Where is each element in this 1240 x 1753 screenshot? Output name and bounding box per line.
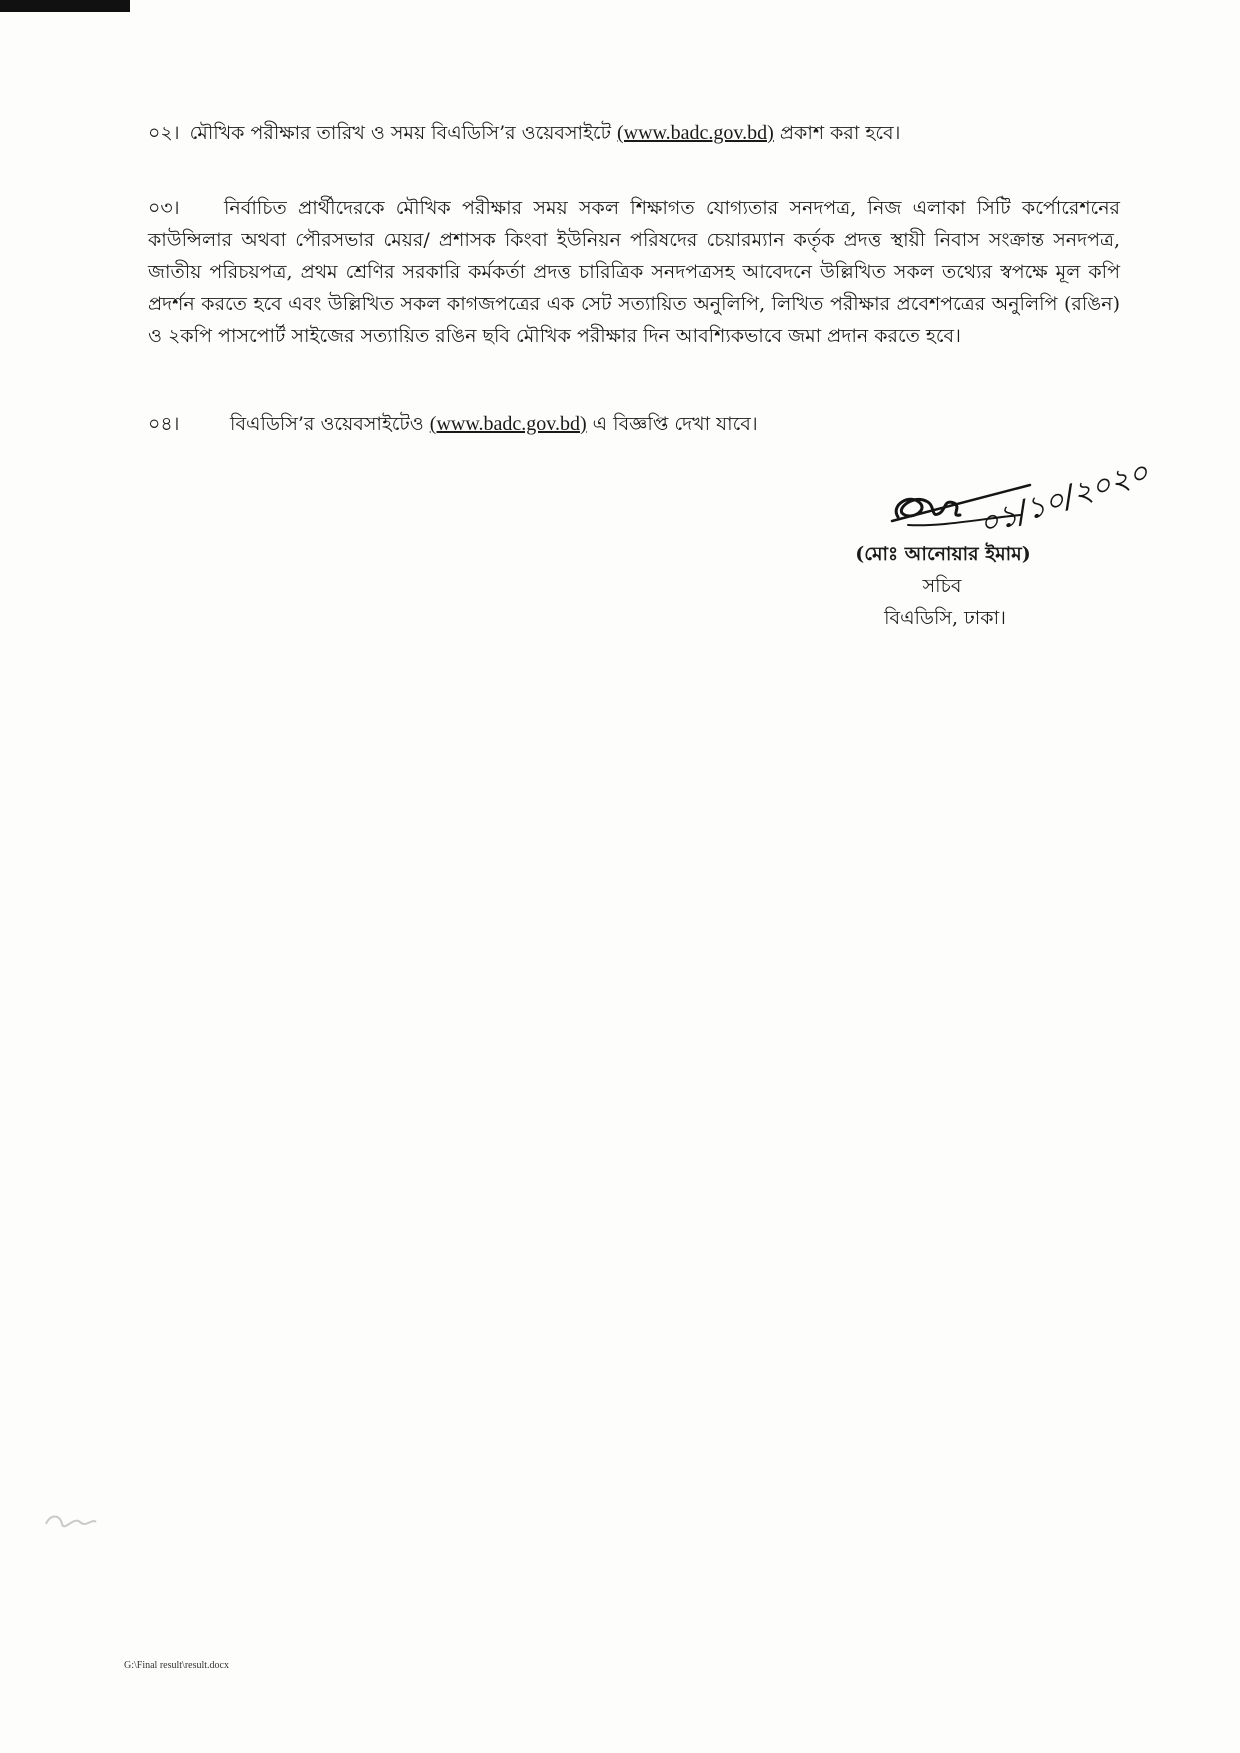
handwritten-date: ০১/১০/২০২০ [974, 454, 1154, 543]
paragraph-text: মৌখিক পরীক্ষার তারিখ ও সময় বিএডিসি’র ওয়েবসাইটে [189, 122, 611, 144]
website-link[interactable]: (www.badc.gov.bd) [429, 413, 587, 435]
paragraph-text: বিএডিসি’র ওয়েবসাইটেও [230, 413, 424, 435]
paragraph-text-end: প্রকাশ করা হবে। [779, 122, 901, 144]
paragraph-03 [148, 192, 1120, 352]
paragraph-02 [148, 117, 1120, 149]
signatory-title: সচিব [922, 575, 962, 597]
paragraph-number: ০৩। [148, 197, 180, 219]
smudge-mark [40, 1510, 100, 1534]
signature-block [800, 454, 1154, 645]
paragraph-text: নির্বাচিত প্রার্থীদেরকে মৌখিক পরীক্ষার সময় সকল শিক্ষাগত যোগ্যতার সনদপত্র, নিজ এলাকা সিটি কর্পোরেশনের কাউন্সিলার অথবা পৌরসভার মেয়র/ প্রশাসক কিংবা ইউনিয়ন পরিষদের চেয়ারম্যান কর্তৃক প্রদত্ত স্থায়ী নিবাস সংক্রান্ত সনদপত্র, জাতীয় পরিচয়পত্র, প্রথম শ্রেণির সরকারি কর্মকর্তা প্রদত্ত চারিত্রিক সনদপত্রসহ আবেদনে উল্লিখিত সকল তথ্যের স্বপক্ষে মূল কপি প্রদর্শন করতে হবে এবং উল্লিখিত সকল কাগজপত্রের এক সেট সত্যায়িত অনুলিপি, লিখিত পরীক্ষার প্রবেশপত্রের অনুলিপি (রঙিন) ও ২কপি পাসপোর্ট সাইজের সত্যায়িত রঙিন ছবি মৌখিক পরীক্ষার দিন আবশ্যিকভাবে জমা প্রদান করতে হবে। [148, 197, 1120, 347]
paragraph-text-end: এ বিজ্ঞপ্তি দেখা যাবে। [592, 413, 758, 435]
scan-edge-mark [0, 0, 130, 12]
handwritten-signature [880, 454, 1154, 545]
website-link[interactable]: (www.badc.gov.bd) [616, 122, 774, 144]
paragraph-number: ০২। [148, 122, 180, 144]
paragraph-04 [148, 408, 1120, 440]
paragraph-number: ০৪। [148, 413, 180, 435]
signatory-name: (মোঃ আনোয়ার ইমাম) [855, 543, 1031, 565]
signatory-office: বিএডিসি, ঢাকা। [884, 607, 1006, 629]
footer-file-path: G:\Final result\result.docx [124, 1660, 229, 1671]
